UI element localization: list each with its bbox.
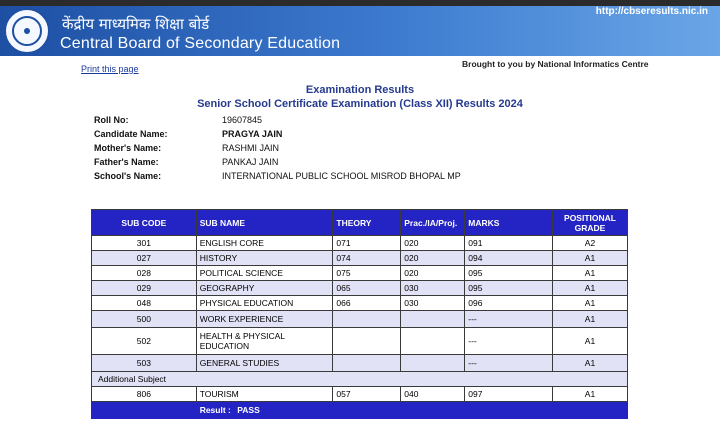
cell-marks: 095 <box>465 266 553 281</box>
school-value: INTERNATIONAL PUBLIC SCHOOL MISROD BHOPAL MP <box>222 171 461 181</box>
cell-grade: A1 <box>553 296 628 311</box>
cell-name: ENGLISH CORE <box>196 236 333 251</box>
additional-subject-label: Additional Subject <box>92 372 628 387</box>
cell-prac <box>401 311 465 328</box>
cell-code: 806 <box>92 387 197 402</box>
info-row-mother <box>94 141 461 155</box>
result-label: Result : <box>199 405 231 415</box>
cell-grade: A2 <box>553 236 628 251</box>
results-title: Examination Results <box>305 84 415 96</box>
cell-code: 029 <box>92 281 197 296</box>
marks-table <box>91 209 628 419</box>
info-row-candidate <box>94 127 461 141</box>
cell-theory <box>333 311 401 328</box>
cbse-seal-icon <box>4 8 50 54</box>
seal-center <box>24 28 30 34</box>
candidate-label: Candidate Name: <box>94 129 168 139</box>
result-spacer <box>92 402 197 419</box>
cell-theory: 071 <box>333 236 401 251</box>
cell-grade: A1 <box>553 355 628 372</box>
cell-grade: A1 <box>553 281 628 296</box>
info-row-school <box>94 169 461 183</box>
cell-marks: 097 <box>465 387 553 402</box>
header-marks: MARKS <box>465 210 553 236</box>
cell-code: 503 <box>92 355 197 372</box>
table-row <box>92 266 628 281</box>
cell-prac <box>401 328 465 355</box>
table-row <box>92 236 628 251</box>
cell-marks: 091 <box>465 236 553 251</box>
cell-name: TOURISM <box>196 387 333 402</box>
cell-marks: --- <box>465 311 553 328</box>
print-page-link[interactable]: Print this page <box>81 64 139 74</box>
candidate-info <box>94 113 461 183</box>
seal-ring <box>12 16 42 46</box>
table-row <box>92 251 628 266</box>
result-cell <box>196 402 627 419</box>
cell-theory: 057 <box>333 387 401 402</box>
mother-value: RASHMI JAIN <box>222 143 280 153</box>
cell-theory: 066 <box>333 296 401 311</box>
cell-marks: --- <box>465 355 553 372</box>
cell-code: 301 <box>92 236 197 251</box>
cell-code: 028 <box>92 266 197 281</box>
cell-name: HISTORY <box>196 251 333 266</box>
result-value: PASS <box>237 405 260 415</box>
cell-theory: 075 <box>333 266 401 281</box>
cell-grade: A1 <box>553 387 628 402</box>
info-row-roll <box>94 113 461 127</box>
cell-theory <box>333 355 401 372</box>
table-row <box>92 296 628 311</box>
cell-code: 027 <box>92 251 197 266</box>
cell-prac: 020 <box>401 251 465 266</box>
cell-name: HEALTH & PHYSICAL EDUCATION <box>196 328 333 355</box>
cell-grade: A1 <box>553 328 628 355</box>
header-theory: THEORY <box>333 210 401 236</box>
table-row <box>92 387 628 402</box>
cell-code: 502 <box>92 328 197 355</box>
cell-grade: A1 <box>553 266 628 281</box>
roll-value: 19607845 <box>222 115 263 125</box>
header-prac: Prac./IA/Proj. <box>401 210 465 236</box>
cell-name: POLITICAL SCIENCE <box>196 266 333 281</box>
cell-grade: A1 <box>553 251 628 266</box>
table-row <box>92 281 628 296</box>
roll-label: Roll No: <box>94 115 129 125</box>
hindi-board-title: केंद्रीय माध्यमिक शिक्षा बोर्ड <box>62 15 210 33</box>
father-label: Father's Name: <box>94 157 159 167</box>
cell-marks: --- <box>465 328 553 355</box>
english-board-title: Central Board of Secondary Education <box>60 35 341 52</box>
table-row <box>92 355 628 372</box>
mother-label: Mother's Name: <box>94 143 162 153</box>
cell-marks: 095 <box>465 281 553 296</box>
cell-prac: 020 <box>401 236 465 251</box>
cell-prac <box>401 355 465 372</box>
cell-marks: 096 <box>465 296 553 311</box>
site-url[interactable]: http://cbseresults.nic.in <box>595 6 708 17</box>
cell-theory: 074 <box>333 251 401 266</box>
cell-name: GENERAL STUDIES <box>196 355 333 372</box>
cell-name: PHYSICAL EDUCATION <box>196 296 333 311</box>
cbse-header-banner <box>0 6 720 56</box>
cell-name: WORK EXPERIENCE <box>196 311 333 328</box>
cell-marks: 094 <box>465 251 553 266</box>
header-grade: POSITIONAL GRADE <box>553 210 628 236</box>
cell-prac: 040 <box>401 387 465 402</box>
table-row <box>92 311 628 328</box>
header-sub-code: SUB CODE <box>92 210 197 236</box>
cell-theory <box>333 328 401 355</box>
result-row <box>92 402 628 419</box>
school-label: School's Name: <box>94 171 162 181</box>
father-value: PANKAJ JAIN <box>222 157 279 167</box>
cell-name: GEOGRAPHY <box>196 281 333 296</box>
cell-grade: A1 <box>553 311 628 328</box>
additional-subject-row <box>92 372 628 387</box>
header-sub-name: SUB NAME <box>196 210 333 236</box>
candidate-value: PRAGYA JAIN <box>222 129 283 139</box>
results-subtitle: Senior School Certificate Examination (Class XII) Results 2024 <box>197 98 523 110</box>
table-header-row <box>92 210 628 236</box>
cell-prac: 030 <box>401 281 465 296</box>
cell-prac: 020 <box>401 266 465 281</box>
cell-theory: 065 <box>333 281 401 296</box>
cell-code: 500 <box>92 311 197 328</box>
table-row <box>92 328 628 355</box>
brought-by-credit: Brought to you by National Informatics Centre <box>462 59 649 69</box>
cell-code: 048 <box>92 296 197 311</box>
info-row-father <box>94 155 461 169</box>
cell-prac: 030 <box>401 296 465 311</box>
